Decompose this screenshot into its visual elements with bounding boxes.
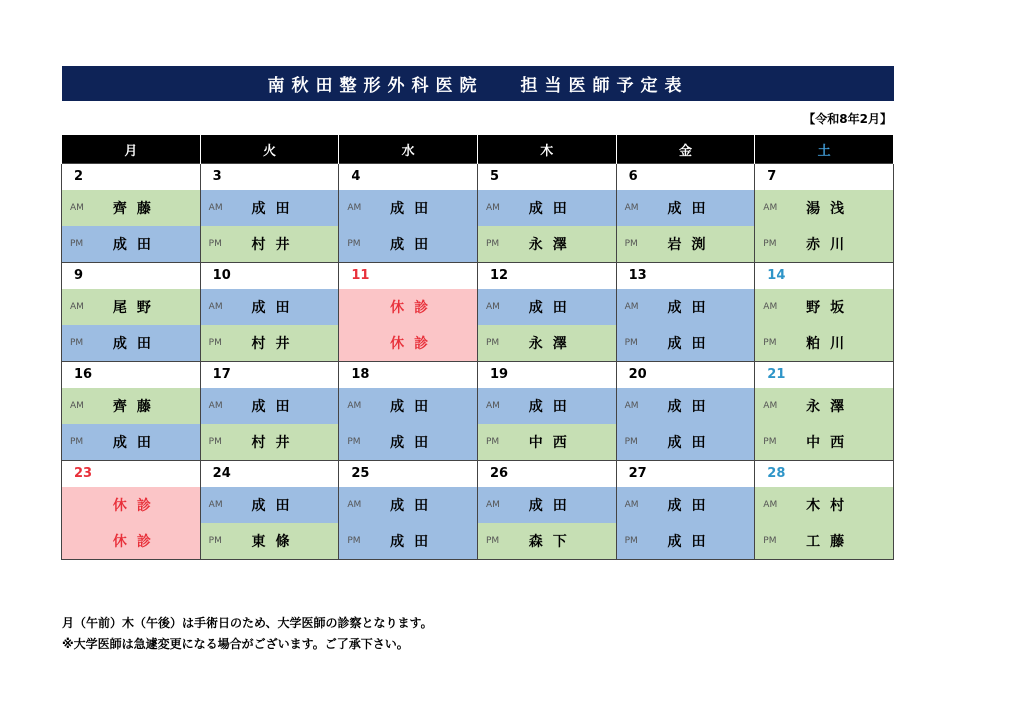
period-label: 【令和8年2月】 (803, 112, 892, 126)
doctor-name: 成田 (390, 534, 439, 550)
am-slot (755, 388, 893, 424)
doctor-name: 成田 (251, 201, 300, 217)
pm-label: PM (763, 239, 777, 249)
am-slot (478, 190, 616, 226)
pm-slot (201, 226, 339, 262)
pm-slot (755, 226, 893, 262)
day-number: 28 (755, 461, 893, 487)
weekday-tue: 火 (200, 135, 339, 164)
calendar-day-cell (339, 263, 478, 362)
weekday-wed: 水 (339, 135, 478, 164)
closed-label: 休診 (112, 498, 161, 514)
am-slot (62, 388, 200, 424)
am-label: AM (208, 203, 223, 213)
pm-slot (62, 325, 200, 361)
calendar-day-cell (339, 164, 478, 263)
pm-slot (201, 325, 339, 361)
day-number: 26 (478, 461, 616, 487)
pm-label: PM (70, 338, 84, 348)
calendar-day-cell (477, 362, 616, 461)
am-slot (617, 487, 755, 523)
pm-slot (755, 424, 893, 460)
calendar-day-cell (200, 263, 339, 362)
pm-label: PM (485, 437, 500, 447)
am-slot (339, 289, 477, 325)
day-number: 23 (62, 461, 200, 487)
am-label: AM (347, 203, 362, 213)
am-slot (62, 289, 200, 325)
calendar-day-cell (339, 362, 478, 461)
am-slot (617, 289, 755, 325)
doctor-name: 中西 (806, 435, 855, 451)
am-label: AM (624, 500, 639, 510)
pm-label: PM (485, 338, 500, 348)
am-label: AM (485, 401, 500, 411)
weekday-sat: 土 (755, 135, 894, 164)
pm-slot (755, 523, 893, 559)
doctor-name: 成田 (112, 435, 161, 451)
am-slot (62, 190, 200, 226)
doctor-name: 永澤 (528, 336, 577, 352)
am-label: AM (347, 401, 362, 411)
day-number: 6 (617, 164, 755, 190)
pm-label: PM (70, 239, 84, 249)
pm-label: PM (763, 338, 777, 348)
doctor-name: 齊藤 (112, 399, 161, 415)
pm-slot (62, 226, 200, 262)
doctor-name: 成田 (667, 435, 716, 451)
am-slot (617, 388, 755, 424)
pm-label: PM (208, 239, 222, 249)
pm-label: PM (485, 536, 500, 546)
note-surgery-days: 月（午前）木（午後）は手術日のため、大学医師の診察となります。 (62, 616, 433, 630)
calendar-day-cell (616, 263, 755, 362)
am-slot (478, 388, 616, 424)
doctor-name: 成田 (667, 201, 716, 217)
pm-slot (62, 523, 200, 559)
doctor-name: 成田 (667, 534, 716, 550)
weekday-header-row (62, 135, 894, 164)
doctor-name: 成田 (390, 399, 439, 415)
pm-label: PM (624, 536, 638, 546)
am-label: AM (624, 203, 639, 213)
pm-slot (201, 523, 339, 559)
pm-slot (339, 325, 477, 361)
am-slot (478, 487, 616, 523)
am-slot (339, 190, 477, 226)
calendar-day-cell (62, 461, 201, 560)
pm-label: PM (70, 437, 84, 447)
am-label: AM (763, 203, 778, 213)
day-number: 14 (755, 263, 893, 289)
pm-slot (617, 325, 755, 361)
doctor-name: 成田 (528, 399, 577, 415)
calendar-day-cell (616, 461, 755, 560)
am-label: AM (70, 302, 84, 312)
pm-slot (478, 424, 616, 460)
am-label: AM (485, 203, 500, 213)
pm-label: PM (624, 239, 638, 249)
am-slot (62, 487, 200, 523)
am-label: AM (208, 500, 223, 510)
doctor-name: 森下 (528, 534, 577, 550)
doctor-name: 成田 (667, 498, 716, 514)
day-number: 27 (617, 461, 755, 487)
pm-slot (755, 325, 893, 361)
am-slot (755, 487, 893, 523)
am-slot (201, 388, 339, 424)
calendar-day-cell (477, 263, 616, 362)
pm-slot (339, 226, 477, 262)
doctor-name: 赤川 (806, 237, 855, 253)
note-change-warning: ※大学医師は急遽変更になる場合がございます。ご了承下さい。 (62, 637, 409, 651)
doctor-name: 粕川 (806, 336, 855, 352)
closed-label: 休診 (390, 300, 439, 316)
day-number: 7 (755, 164, 893, 190)
closed-label: 休診 (112, 534, 161, 550)
pm-slot (478, 325, 616, 361)
am-slot (339, 388, 477, 424)
day-number: 13 (617, 263, 755, 289)
am-label: AM (485, 500, 500, 510)
am-slot (201, 190, 339, 226)
day-number: 4 (339, 164, 477, 190)
doctor-name: 工藤 (806, 534, 855, 550)
pm-slot (478, 226, 616, 262)
day-number: 2 (62, 164, 200, 190)
calendar-day-cell (62, 164, 201, 263)
calendar-week-row (62, 461, 894, 560)
pm-slot (617, 226, 755, 262)
pm-label: PM (485, 239, 500, 249)
calendar-week-row (62, 362, 894, 461)
doctor-name: 岩渕 (667, 237, 716, 253)
day-number: 10 (201, 263, 339, 289)
am-label: AM (347, 500, 362, 510)
calendar-day-cell (200, 164, 339, 263)
am-slot (478, 289, 616, 325)
doctor-name: 成田 (390, 498, 439, 514)
doctor-name: 東條 (251, 534, 300, 550)
day-number: 3 (201, 164, 339, 190)
weekday-fri: 金 (616, 135, 755, 164)
notes (62, 613, 433, 655)
am-slot (755, 289, 893, 325)
am-label: AM (624, 302, 639, 312)
am-slot (201, 487, 339, 523)
weekday-thu: 木 (477, 135, 616, 164)
pm-label: PM (624, 437, 638, 447)
pm-label: PM (763, 437, 777, 447)
am-label: AM (485, 302, 500, 312)
am-label: AM (624, 401, 639, 411)
day-number: 25 (339, 461, 477, 487)
day-number: 9 (62, 263, 200, 289)
day-number: 20 (617, 362, 755, 388)
am-label: AM (763, 302, 778, 312)
calendar-day-cell (200, 362, 339, 461)
am-label: AM (70, 203, 84, 213)
pm-slot (478, 523, 616, 559)
doctor-name: 村井 (251, 336, 300, 352)
doctor-name: 成田 (251, 498, 300, 514)
doctor-name: 成田 (112, 336, 161, 352)
pm-label: PM (347, 536, 361, 546)
doctor-name: 成田 (251, 300, 300, 316)
doctor-name: 永澤 (528, 237, 577, 253)
am-slot (617, 190, 755, 226)
pm-label: PM (208, 338, 222, 348)
day-number: 16 (62, 362, 200, 388)
am-slot (755, 190, 893, 226)
am-slot (201, 289, 339, 325)
day-number: 11 (339, 263, 477, 289)
am-label: AM (763, 500, 778, 510)
day-number: 17 (201, 362, 339, 388)
am-label: AM (70, 401, 84, 411)
day-number: 12 (478, 263, 616, 289)
doctor-name: 湯浅 (806, 201, 855, 217)
pm-label: PM (347, 239, 361, 249)
am-label: AM (208, 302, 223, 312)
calendar-day-cell (616, 362, 755, 461)
doctor-name: 村井 (251, 237, 300, 253)
doctor-name: 中西 (528, 435, 577, 451)
am-label: AM (208, 401, 223, 411)
pm-slot (617, 523, 755, 559)
weekday-mon: 月 (62, 135, 201, 164)
calendar-day-cell (755, 263, 894, 362)
pm-slot (201, 424, 339, 460)
calendar-day-cell (62, 263, 201, 362)
calendar-day-cell (477, 164, 616, 263)
calendar-day-cell (616, 164, 755, 263)
pm-slot (62, 424, 200, 460)
doctor-name: 成田 (390, 435, 439, 451)
calendar-day-cell (755, 461, 894, 560)
doctor-name: 成田 (667, 336, 716, 352)
am-label: AM (763, 401, 778, 411)
calendar-day-cell (477, 461, 616, 560)
doctor-name: 成田 (390, 237, 439, 253)
schedule-title: 南秋田整形外科医院 担当医師予定表 (62, 66, 894, 101)
pm-label: PM (763, 536, 777, 546)
doctor-name: 成田 (112, 237, 161, 253)
pm-label: PM (208, 437, 222, 447)
pm-label: PM (347, 437, 361, 447)
doctor-name: 永澤 (806, 399, 855, 415)
calendar-body (62, 164, 894, 560)
pm-slot (339, 424, 477, 460)
pm-label: PM (208, 536, 222, 546)
am-slot (339, 487, 477, 523)
doctor-name: 齊藤 (112, 201, 161, 217)
doctor-name: 成田 (251, 399, 300, 415)
day-number: 5 (478, 164, 616, 190)
doctor-name: 野坂 (806, 300, 855, 316)
calendar-day-cell (339, 461, 478, 560)
day-number: 24 (201, 461, 339, 487)
doctor-name: 木村 (806, 498, 855, 514)
pm-slot (617, 424, 755, 460)
calendar-week-row (62, 263, 894, 362)
calendar-day-cell (755, 164, 894, 263)
doctor-name: 成田 (528, 300, 577, 316)
calendar-day-cell (755, 362, 894, 461)
calendar-day-cell (200, 461, 339, 560)
doctor-name: 村井 (251, 435, 300, 451)
doctor-name: 成田 (667, 399, 716, 415)
pm-slot (339, 523, 477, 559)
calendar-week-row (62, 164, 894, 263)
day-number: 18 (339, 362, 477, 388)
pm-label: PM (624, 338, 638, 348)
day-number: 21 (755, 362, 893, 388)
day-number: 19 (478, 362, 616, 388)
doctor-name: 尾野 (112, 300, 161, 316)
calendar-day-cell (62, 362, 201, 461)
doctor-name: 成田 (390, 201, 439, 217)
closed-label: 休診 (390, 336, 439, 352)
doctor-name: 成田 (528, 201, 577, 217)
doctor-name: 成田 (667, 300, 716, 316)
schedule-calendar (61, 135, 894, 560)
doctor-name: 成田 (528, 498, 577, 514)
